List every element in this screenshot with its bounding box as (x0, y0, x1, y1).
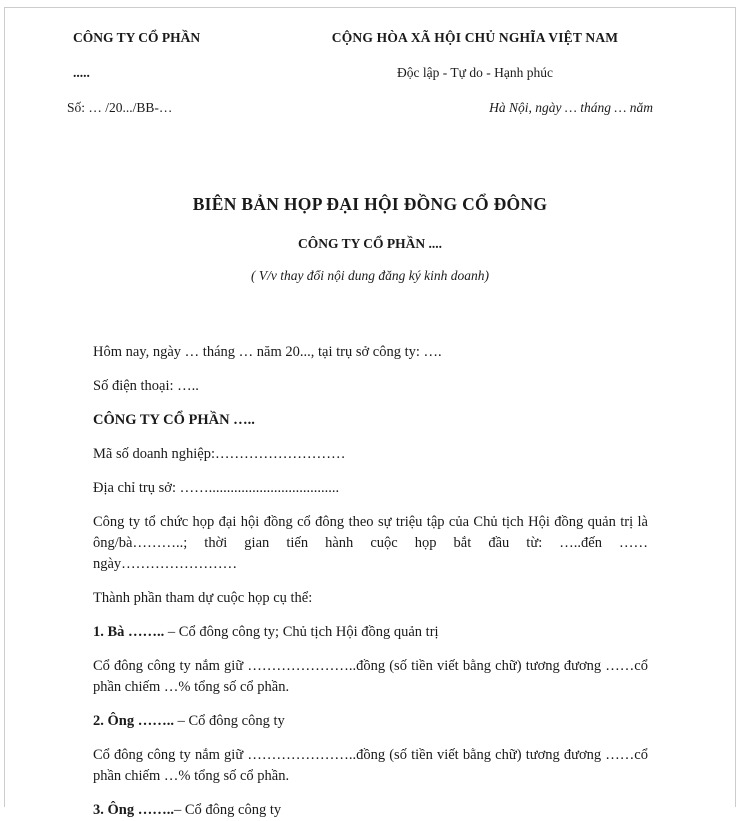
attendee-2-label: 2. Ông …….. (93, 713, 174, 729)
attendee-1-title (93, 622, 648, 643)
attendee-1-shares: Cổ đông công ty nắm giữ …………………..đồng (số tiền viết bằng chữ) tương đương ……cổ phần chiếm …% tổng số cổ phần. (93, 658, 648, 695)
attendee-3-label: 3. Ông …….. (93, 802, 174, 818)
paragraph-phone: Số điện thoại: ….. (93, 378, 199, 394)
place-date-line: Hà Nội, ngày … tháng … năm (489, 100, 653, 115)
paragraph-convening: Công ty tổ chức họp đại hội đồng cổ đông theo sự triệu tập của Chủ tịch Hội đồng quản trị là ông/bà………..; thời gian tiến hành cuộc họp bắt đầu từ: …..đến …… ngày…………………… (93, 514, 648, 572)
issuer-company-name: CÔNG TY CỔ PHẦN (73, 30, 201, 45)
attendee-3-title (93, 800, 648, 821)
national-motto: Độc lập - Tự do - Hạnh phúc (397, 65, 553, 80)
document-header (5, 29, 735, 134)
issuer-company-dots: ..... (73, 65, 90, 80)
paragraph-enterprise-code: Mã số doanh nghiệp:……………………… (93, 446, 346, 462)
title-company-line: CÔNG TY CỔ PHẦN .... (297, 236, 442, 251)
document-page (4, 7, 736, 818)
attendee-2-role: – Cổ đông công ty (173, 713, 285, 729)
issuer-block (67, 29, 247, 134)
document-title: BIÊN BẢN HỌP ĐẠI HỘI ĐỒNG CỔ ĐÔNG (192, 194, 548, 214)
title-block (5, 193, 735, 285)
title-subject-line: ( V/v thay đổi nội dung đăng ký kinh doanh) (250, 268, 490, 283)
paragraph-head-office: Địa chỉ trụ sở: …….................................... (93, 480, 340, 496)
attendee-3-role: – Cổ đông công ty (173, 802, 282, 818)
attendee-2-shares: Cổ đông công ty nắm giữ …………………..đồng (số tiền viết bằng chữ) tương đương ……cổ phần chiếm …% tổng số cổ phần. (93, 747, 648, 784)
document-body (5, 342, 735, 821)
paragraph-attendees-heading: Thành phần tham dự cuộc họp cụ thể: (93, 590, 313, 606)
national-heading-block (297, 29, 653, 134)
paragraph-company-name: CÔNG TY CỔ PHẦN ….. (93, 412, 255, 428)
national-title: CỘNG HÒA XÃ HỘI CHỦ NGHĨA VIỆT NAM (331, 30, 619, 45)
attendee-2-title (93, 711, 648, 732)
attendee-1-role: – Cổ đông công ty; Chủ tịch Hội đồng quản trị (164, 624, 439, 640)
attendee-1-label: 1. Bà …….. (93, 624, 165, 640)
paragraph-date-location: Hôm nay, ngày … tháng … năm 20..., tại trụ sở công ty: …. (93, 344, 442, 360)
document-number: Số: … /20.../BB-… (67, 100, 173, 115)
